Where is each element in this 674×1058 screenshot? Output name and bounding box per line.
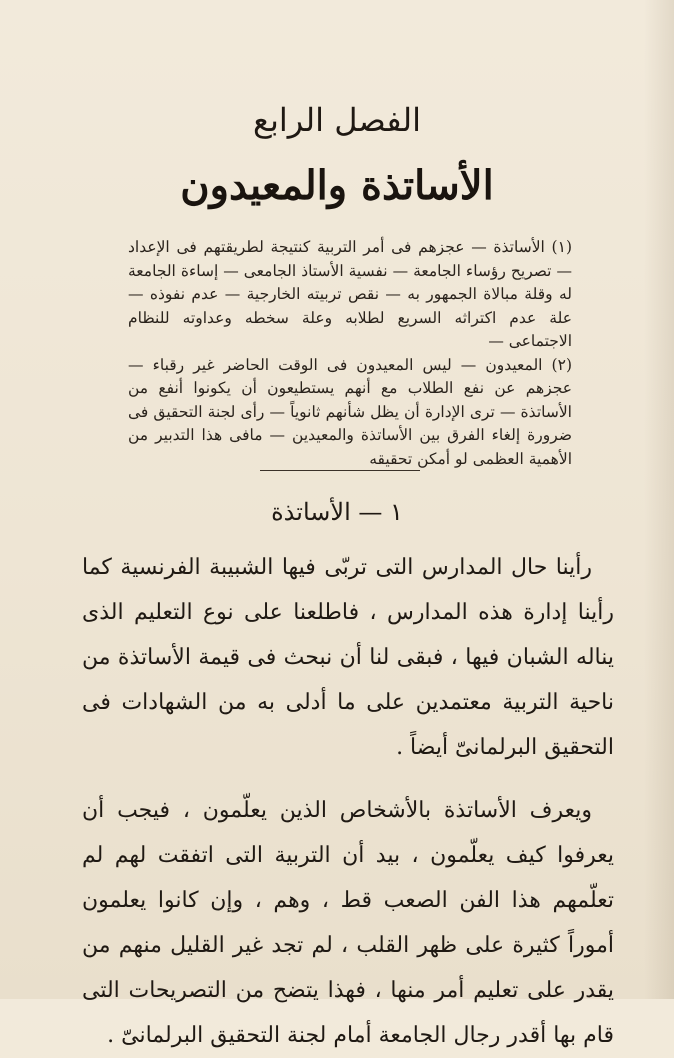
chapter-title: الأساتذة والمعيدون [180,162,494,209]
summary-paragraph-1: (١) الأساتذة — عجزهم فى أمر التربية كنتيجة لطريقتهم فى الإعداد — تصريح رؤساء الجامعة — نفسية الأستاذ الجامعى — إساءة الجامعة له وقلة مبالاة الجمهور به — نقص تربيته الخارجية — عدم نفوذه — علة عدم اكتراثه السريع لطلابه وعلة سخطه وعداوته للنظام الاجتماعى — [128,238,572,350]
body-paragraph-2: ويعرف الأساتذة بالأشخاص الذين يعلّمون ، فيجب أن يعرفوا كيف يعلّمون ، بيد أن التربية التى اتفقت لهم لم تعلّمهم هذا الفن الصعب قط ، وهم ، وإن كانوا يعلمون أموراً كثيرة على ظهر القلب ، لم تجد غير القليل منهم من يقدر على تعليم أمر منها ، فهذا يتضح من التصريحات التى قام بها أقدر رجال الجامعة أمام لجنة التحقيق البرلمانىّ . [82,798,614,1048]
body-paragraph-1: رأينا حال المدارس التى تربّى فيها الشبيبة الفرنسية كما رأينا إدارة هذه المدارس ، فاطلعنا على نوع التعليم الذى يناله الشبان فيها ، فبقى لنا أن نبحث فى قيمة الأساتذة من ناحية التربية معتمدين على ما أدلى به من الشهادات فى التحقيق البرلمانىّ أيضاً . [82,555,614,760]
summary-paragraph-2: (٢) المعيدون — ليس المعيدون فى الوقت الحاضر غير رقباء — عجزهم عن نفع الطلاب مع أنهم يستطيعون أن يكونوا أنفع من الأساتذة — ترى الإدارة أن يظل شأنهم ثانوياً — رأى لجنة التحقيق فى ضرورة إلغاء الفرق بين الأساتذة والمعيدين — مافى هذا التدبير من الأهمية العظمى لو أمكن تحقيقه [128,355,572,468]
body-text [82,545,614,1058]
chapter-summary [128,236,572,471]
section-heading: ١ — الأساتذة [271,498,403,526]
section-divider [260,470,420,471]
chapter-number-heading: الفصل الرابع [252,101,422,139]
